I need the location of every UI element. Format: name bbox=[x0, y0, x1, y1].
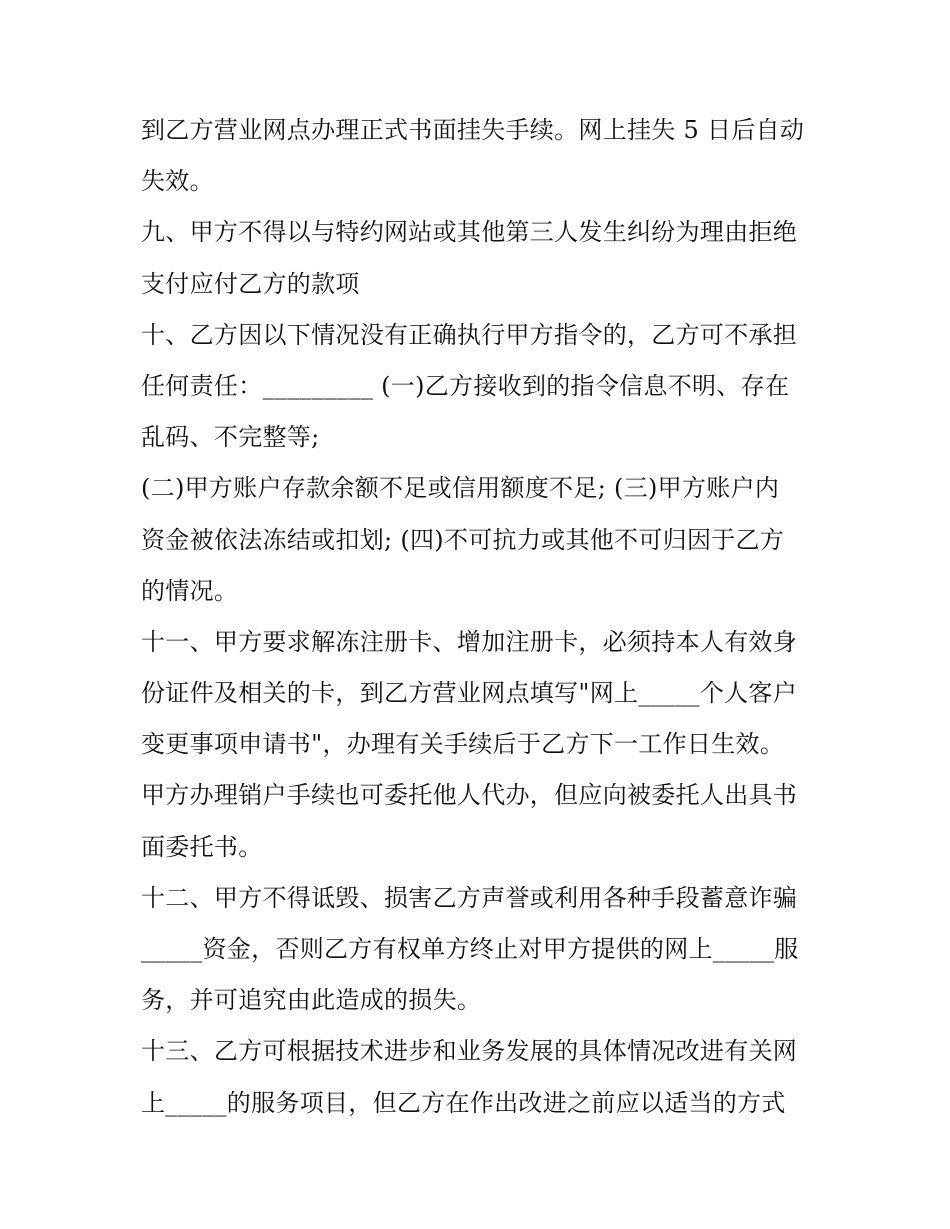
text-line: 的情况。 bbox=[141, 576, 239, 605]
text-line: (二)甲方账户存款余额不足或信用额度不足; (三)甲方账户内 bbox=[141, 474, 780, 503]
text-line: 支付应付乙方的款项 bbox=[141, 269, 360, 298]
text-line: 资金被依法冻结或扣划; (四)不可抗力或其他不可归因于乙方 bbox=[141, 525, 785, 554]
text-line: 变更事项申请书"，办理有关手续后于乙方下一工作日生效。 bbox=[141, 730, 785, 759]
text-line: 份证件及相关的卡，到乙方营业网点填写"网上_____个人客户 bbox=[141, 679, 798, 708]
text-line: 面委托书。 bbox=[141, 832, 263, 861]
text-line: 十一、甲方要求解冻注册卡、增加注册卡，必须持本人有效身 bbox=[141, 627, 798, 656]
text-line: 十二、甲方不得诋毁、损害乙方声誉或利用各种手段蓄意诈骗 bbox=[141, 883, 798, 912]
text-line: 到乙方营业网点办理正式书面挂失手续。网上挂失 5 日后自动 bbox=[141, 116, 805, 144]
document-body bbox=[141, 105, 831, 1129]
text-line: 乱码、不完整等; bbox=[141, 423, 320, 452]
text-line: 十、乙方因以下情况没有正确执行甲方指令的，乙方可不承担 bbox=[141, 320, 798, 349]
text-line: 十三、乙方可根据技术进步和业务发展的具体情况改进有关网 bbox=[141, 1037, 798, 1066]
text-line: 失效。 bbox=[141, 167, 214, 196]
text-line: 甲方办理销户手续也可委托他人代办，但应向被委托人出具书 bbox=[141, 781, 798, 810]
text-line: 务，并可追究由此造成的损失。 bbox=[141, 986, 482, 1015]
text-line: _____资金，否则乙方有权单方终止对甲方提供的网上_____服 bbox=[141, 935, 799, 963]
text-line: 任何责任：_________ (一)乙方接收到的指令信息不明、存在 bbox=[141, 371, 790, 400]
text-line: 上_____的服务项目，但乙方在作出改进之前应以适当的方式 bbox=[141, 1088, 786, 1117]
text-line: 九、甲方不得以与特约网站或其他第三人发生纠纷为理由拒绝 bbox=[141, 218, 798, 247]
